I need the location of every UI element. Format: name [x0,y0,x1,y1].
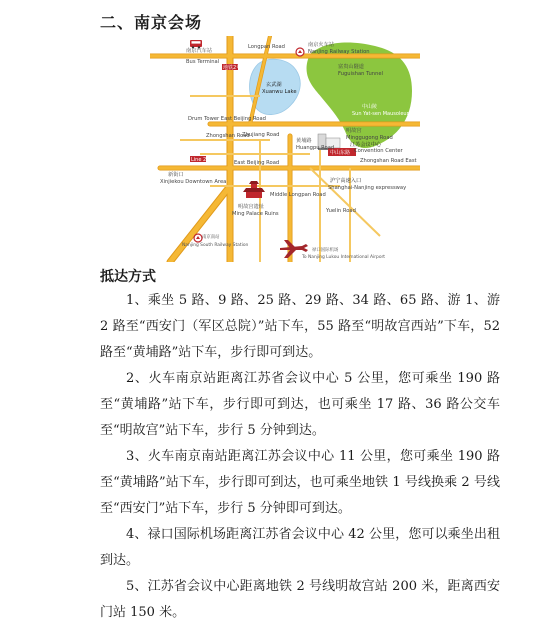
map-label-railway-en: Nanjing Railway Station [308,49,370,55]
map-label-venue-en: Convention Center [354,148,403,154]
map-label-expressway-en: Shanghai-Nanjing expressway [328,185,407,191]
map-label-ming-palace-cn: 明故宫遗址 [238,204,264,210]
map-label-metro-en: Line 2 [191,157,207,163]
arrival-paragraph-5: 5、江苏省会议中心距离地铁 2 号线明故宫站 200 米，距离西安门站 150 米。 [100,579,500,620]
map-label-xuanwu-en: Xuanwu Lake [262,89,297,95]
map-label-hotel-en: Zhongshan Road East [360,158,417,164]
location-map [150,36,420,262]
map-label-xinjiekou-cn: 新街口 [168,172,184,178]
arrival-section-title: 抵达方式 [100,269,156,285]
arrival-paragraph-2: 2、火车南京站距离江苏省会议中心 5 公里，您可乘坐 190 路至“黄埔路”站下车，步行即可到达，也可乘坐 17 路、36 路公交车至“明故宫”站下车，步行 5 分钟到达。 [100,371,500,438]
map-label-ming-palace-en: Ming Palace Ruins [232,211,279,217]
map-label-expressway-cn: 沪宁高速入口 [330,178,362,184]
map-label-bus-terminal-en: Bus Terminal [186,59,220,65]
south-station-icon [194,234,202,242]
map-label-mingguo-en: Minggugong Road [346,135,393,141]
map-label-airport-cn: 禄口国际机场 [312,248,339,253]
arrival-paragraph-3: 3、火车南京南站距离江苏会议中心 11 公里，您可乘坐 190 路至“黄埔路”站下车，步行即可到达，也可乘坐地铁 1 号线换乘 2 号线至“西安门”站下车，步行 5 分钟即可到达。 [100,449,500,516]
map-label-south-station-cn: 南京南站 [202,235,220,240]
map-label-huangpu-en: Huangpu Road [296,145,335,151]
map-label-longpan-middle: Middle Longpan Road [270,192,326,198]
section-heading: 二、南京会场 [100,13,203,32]
map-label-tunnel-en: Fuguishan Tunnel [338,71,383,77]
map-label-xinjiekou-en: Xinjiekou Downtown Area [160,179,227,185]
map-label-huangpu-cn: 黄埔路 [296,138,312,144]
map-graphic [150,36,420,262]
map-label-yuelin: Yuelin Road [326,208,356,214]
arrival-paragraph-1: 1、乘坐 5 路、9 路、25 路、29 路、34 路、65 路、游 1、游 2 路至“西安门（军区总院）”站下车，55 路至“明故宫西站”下车，52 路至“黄埔路”站下车，步行即可到达。 [100,293,500,360]
map-label-metro-cn: 地铁2号线 [223,65,247,71]
railway-station-icon [296,48,304,56]
map-label-bus-terminal-cn: 南京汽车站 [186,48,212,54]
map-label-beijing-east: Drum Tower East Beijing Road [188,116,266,122]
map-label-railway-cn: 南京火车站 [308,42,334,48]
map-label-xuanwu-cn: 玄武湖 [266,82,282,88]
map-label-longpan: Longpan Road [248,44,285,50]
map-label-tunnel-cn: 富贵山隧道 [338,64,364,70]
map-label-venue-cn: 江苏会议中心 [350,142,382,148]
map-label-airport-en: To Nanjing Lukou International Airport [302,255,386,260]
map-label-zijin-cn: 中山陵 [362,104,378,110]
map-label-south-station-en: Nanjing South Railway Station [182,243,249,248]
map-label-zhujiang: Zhujiang Road [242,132,280,138]
map-label-zijin-en: Sun Yat-sen Mausoleum [352,111,412,117]
map-label-zhongshan: Zhongshan Road [206,133,250,139]
arrival-paragraph-4: 4、禄口国际机场距离江苏省会议中心 42 公里，您可以乘坐出租到达。 [100,527,500,568]
map-label-hotel-cn: 中山东路 [330,150,351,156]
map-label-mingguo-cn: 明故宫 [346,128,362,134]
map-label-east-beijing: East Beijing Road [234,160,280,166]
